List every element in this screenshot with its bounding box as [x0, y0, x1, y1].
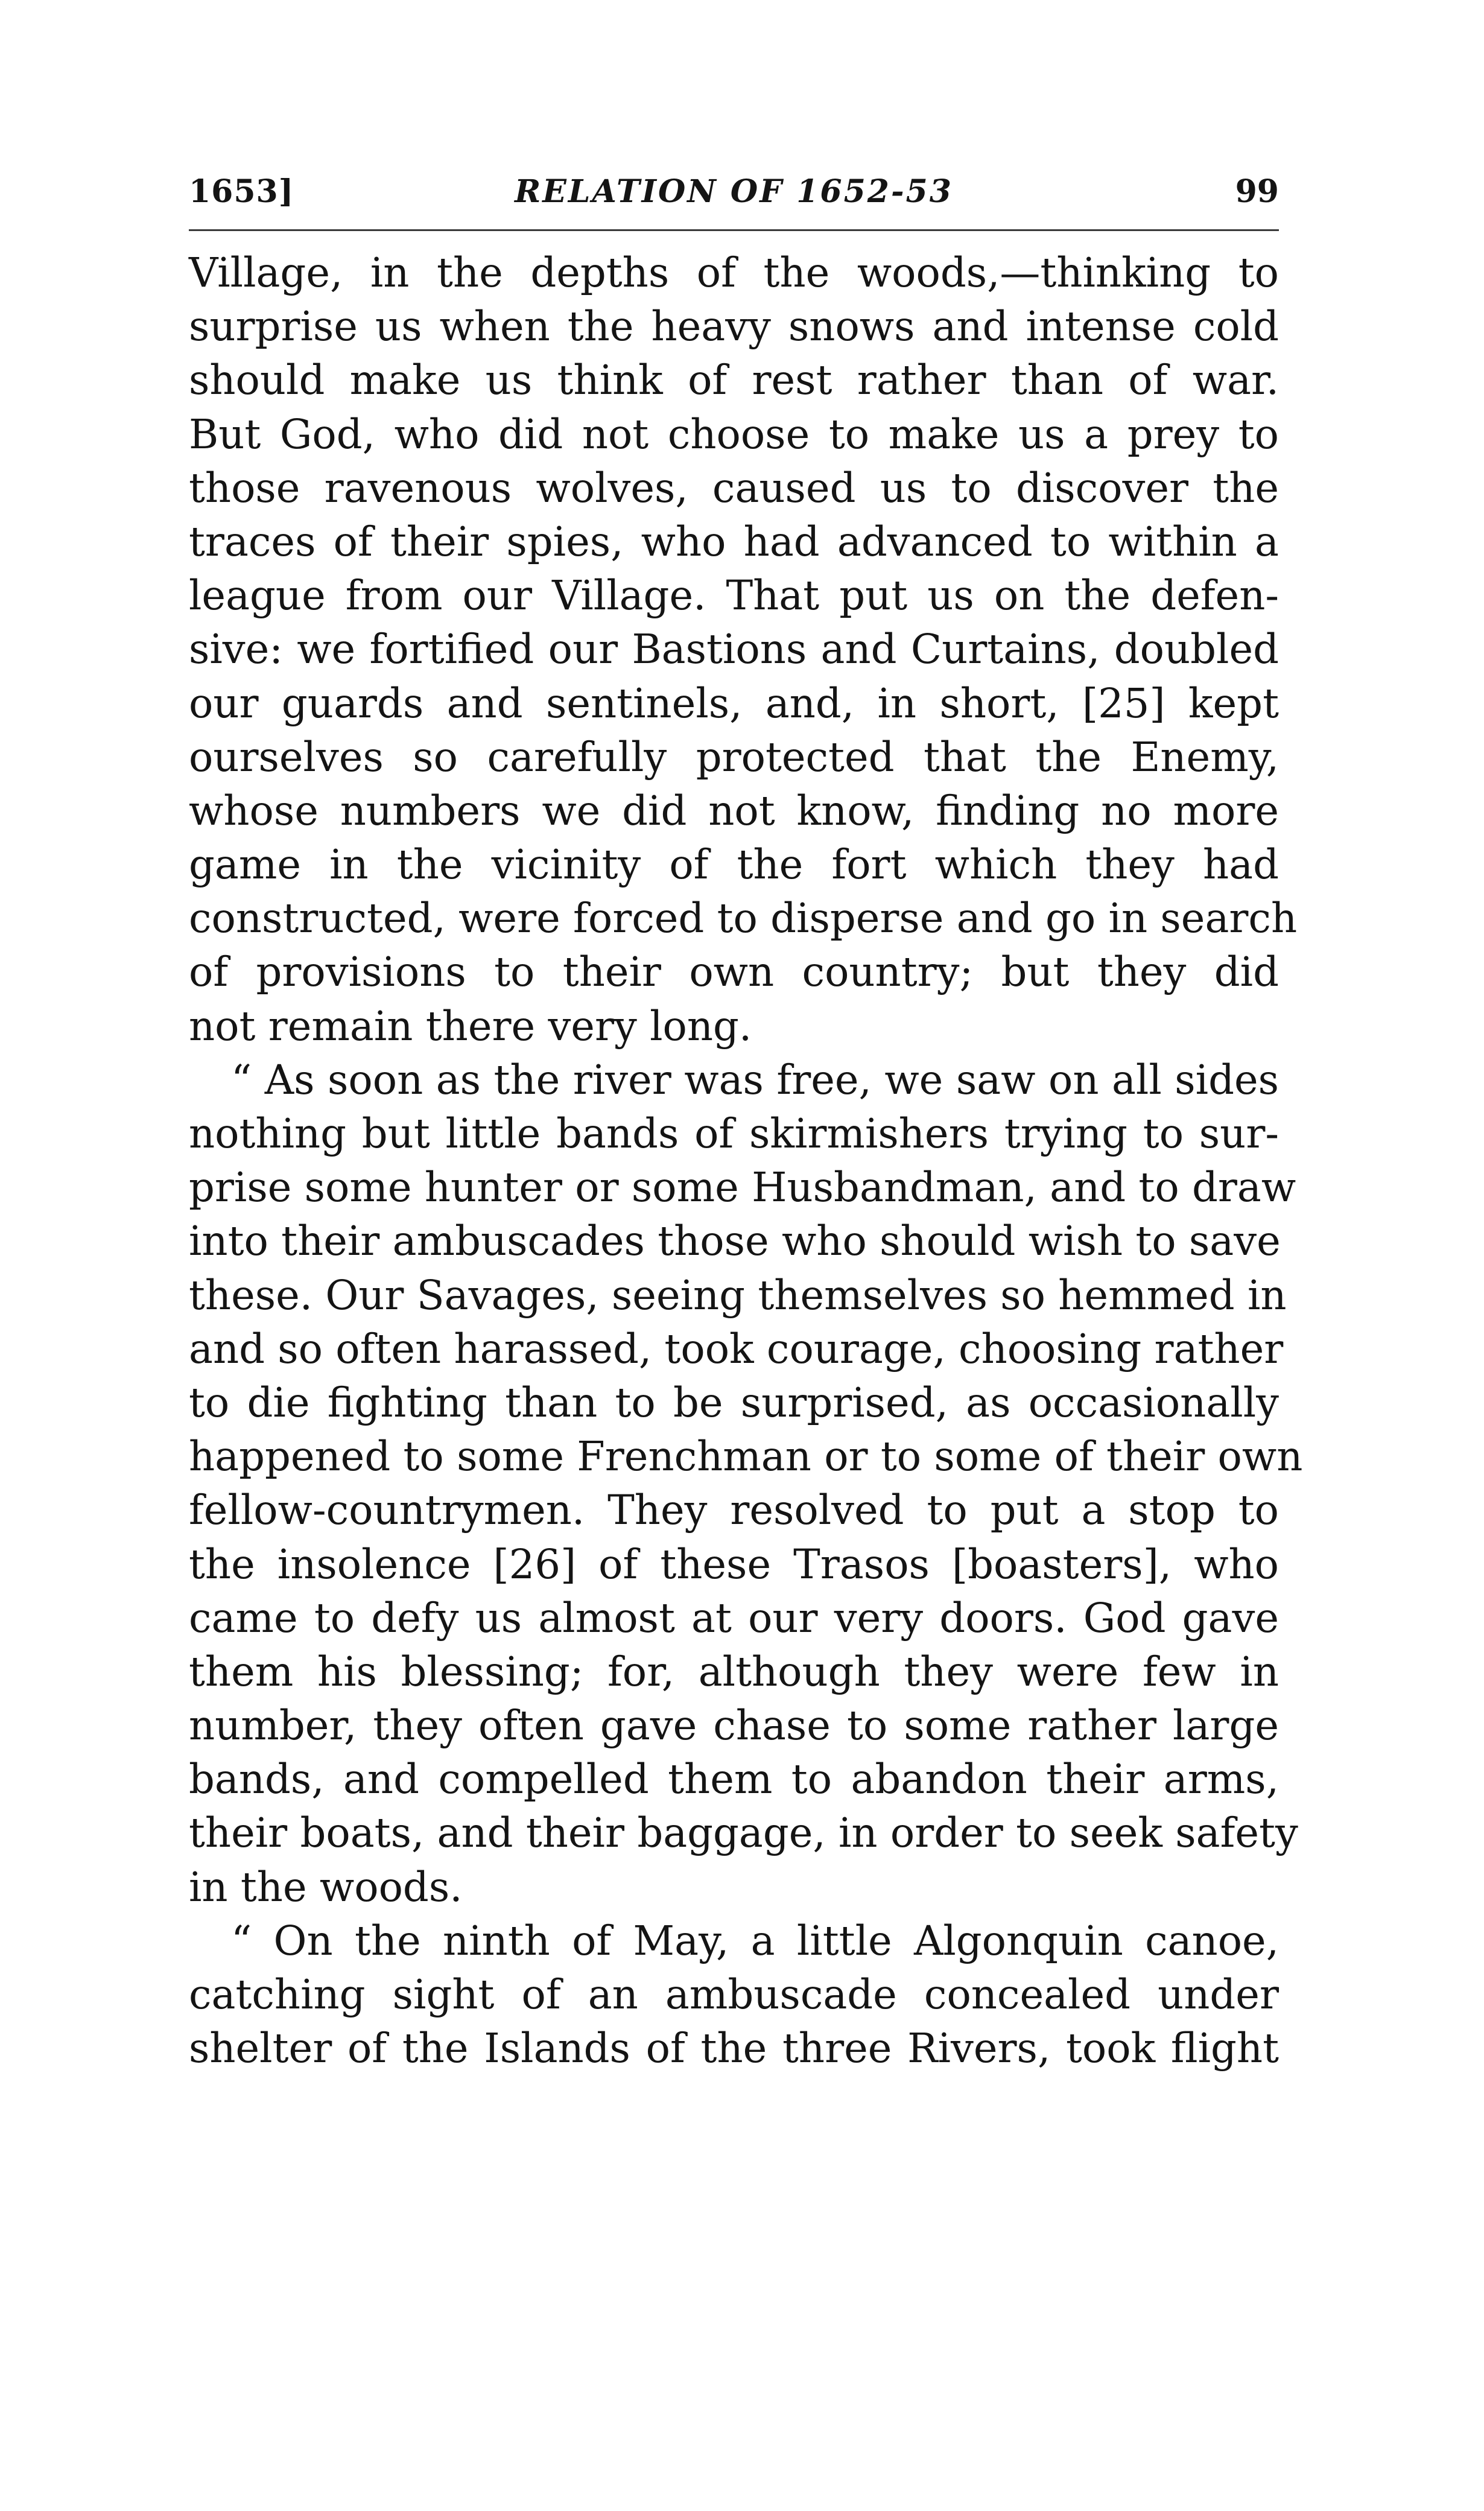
text-line: shelter of the Islands of the three Rivers, took flight — [189, 2025, 1279, 2072]
text-line: their boats, and their baggage, in order to seek safety — [189, 1809, 1298, 1857]
text-line: But God, who did not choose to make us a prey to — [189, 410, 1279, 458]
text-line: catching sight of an ambuscade concealed under — [189, 1971, 1279, 2018]
text-line: number, they often gave chase to some rather large — [189, 1702, 1279, 1750]
text-line: nothing but little bands of skirmishers trying to sur- — [189, 1110, 1279, 1157]
text-line: the insolence [26] of these Trasos [boasters], who — [189, 1540, 1279, 1588]
text-line: them his blessing; for, although they were few in — [189, 1648, 1279, 1695]
text-line: into their ambuscades those who should wish to save — [189, 1217, 1281, 1265]
text-line: should make us think of rest rather than of war. — [189, 357, 1279, 404]
text-line: “ On the ninth of May, a little Algonquin canoe, — [231, 1917, 1279, 1964]
text-line: constructed, were forced to disperse and go in search — [189, 895, 1298, 942]
text-line: those ravenous wolves, caused us to discover the — [189, 464, 1279, 512]
running-head-year: 1653] — [189, 173, 294, 210]
text-line: bands, and compelled them to abandon their arms, — [189, 1756, 1279, 1803]
text-line: whose numbers we did not know, finding no more — [189, 787, 1279, 834]
header-rule — [189, 229, 1279, 231]
text-line: came to defy us almost at our very doors. God gave — [189, 1594, 1279, 1642]
text-line: to die fighting than to be surprised, as occasionally — [189, 1379, 1279, 1426]
text-line: Village, in the depths of the woods,—thinking to — [189, 249, 1279, 296]
text-line: traces of their spies, who had advanced to within a — [189, 518, 1279, 565]
text-line: “ As soon as the river was free, we saw on all sides — [231, 1056, 1279, 1103]
text-line: sive: we fortified our Bastions and Curtains, doubled — [189, 626, 1279, 673]
text-line: game in the vicinity of the fort which they had — [189, 841, 1279, 889]
running-head — [189, 168, 1279, 216]
text-line: surprise us when the heavy snows and intense cold — [189, 303, 1279, 351]
text-line: not remain there very long. — [189, 1002, 752, 1050]
running-head-title: RELATION OF 1652-53 — [515, 173, 953, 210]
text-line: these. Our Savages, seeing themselves so hemmed in — [189, 1271, 1287, 1319]
text-line: fellow-countrymen. They resolved to put a stop to — [189, 1487, 1279, 1534]
text-line: prise some hunter or some Husbandman, and to draw — [189, 1164, 1296, 1211]
text-line: our guards and sentinels, and, in short, [25] kept — [189, 679, 1279, 727]
body-text — [189, 246, 1303, 2075]
text-line: happened to some Frenchman or to some of their own — [189, 1433, 1303, 1481]
page-number: 99 — [1235, 173, 1279, 210]
text-line: and so often harassed, took courage, choosing rather — [189, 1325, 1284, 1373]
text-line: ourselves so carefully protected that the Enemy, — [189, 733, 1279, 781]
text-line: league from our Village. That put us on the defen- — [189, 572, 1279, 620]
text-line: in the woods. — [189, 1863, 463, 1911]
text-line: of provisions to their own country; but they did — [189, 948, 1279, 996]
